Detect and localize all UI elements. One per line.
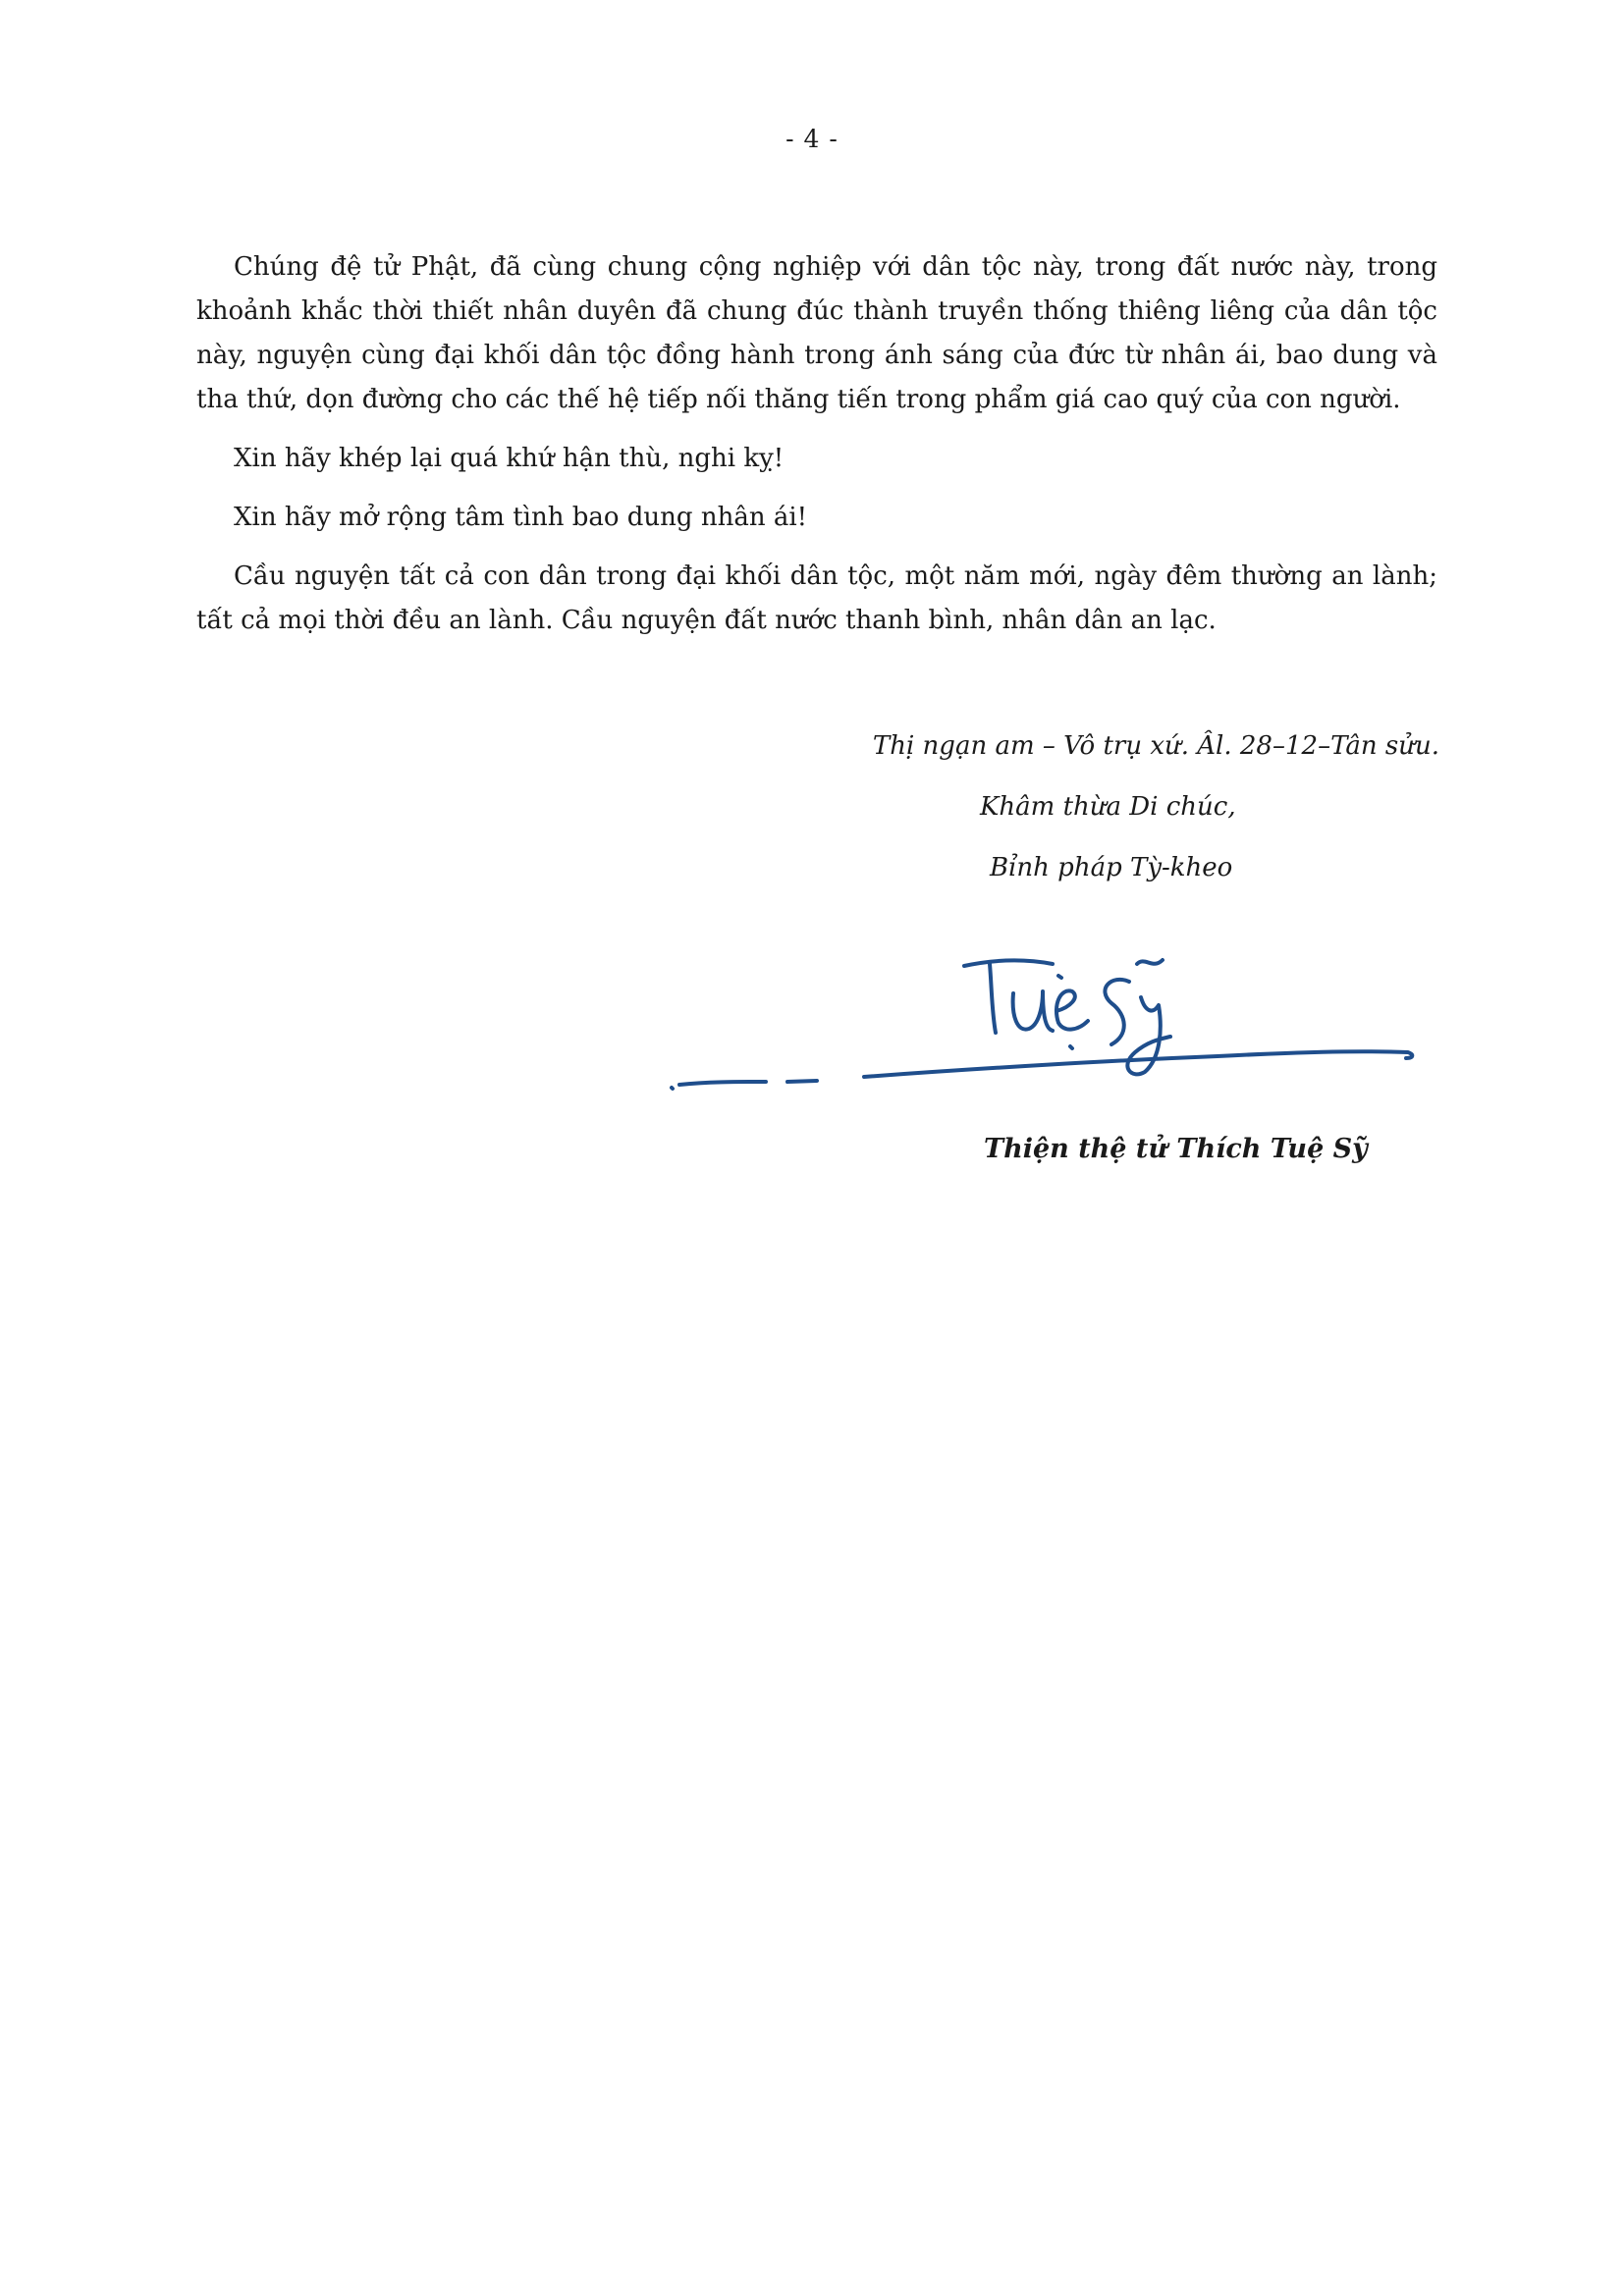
- closing-place-date: Thị ngạn am – Vô trụ xứ. Âl. 28–12–Tân sửu.: [872, 731, 1439, 761]
- handwritten-signature: [668, 942, 1453, 1109]
- closing-heed: Khâm thừa Di chúc,: [980, 792, 1236, 822]
- closing-role: Bỉnh pháp Tỳ-kheo: [990, 853, 1233, 882]
- body-text: [196, 245, 1437, 658]
- page-number: - 4 -: [785, 125, 839, 153]
- paragraph-4: Cầu nguyện tất cả con dân trong đại khối dân tộc, một năm mới, ngày đêm thường an lành; tất cả mọi thời đều an lành. Cầu nguyện đất nước thanh bình, nhân dân an lạc.: [196, 561, 1437, 635]
- paragraph-2: Xin hãy khép lại quá khứ hận thù, nghi kỵ!: [234, 444, 785, 473]
- paragraph-1: Chúng đệ tử Phật, đã cùng chung cộng nghiệp với dân tộc này, trong đất nước này, trong khoảnh khắc thời thiết nhân duyên đã chung đúc thành truyền thống thiêng liêng của dân tộc này, nguyện cùng đại khối dân tộc đồng hành trong ánh sáng của đức từ nhân ái, bao dung và tha thứ, dọn đường cho các thế hệ tiếp nối thăng tiến trong phẩm giá cao quý của con người.: [196, 252, 1437, 414]
- paragraph-3: Xin hãy mở rộng tâm tình bao dung nhân ái!: [234, 503, 808, 532]
- signer-name: Thiện thệ tử Thích Tuệ Sỹ: [984, 1134, 1368, 1164]
